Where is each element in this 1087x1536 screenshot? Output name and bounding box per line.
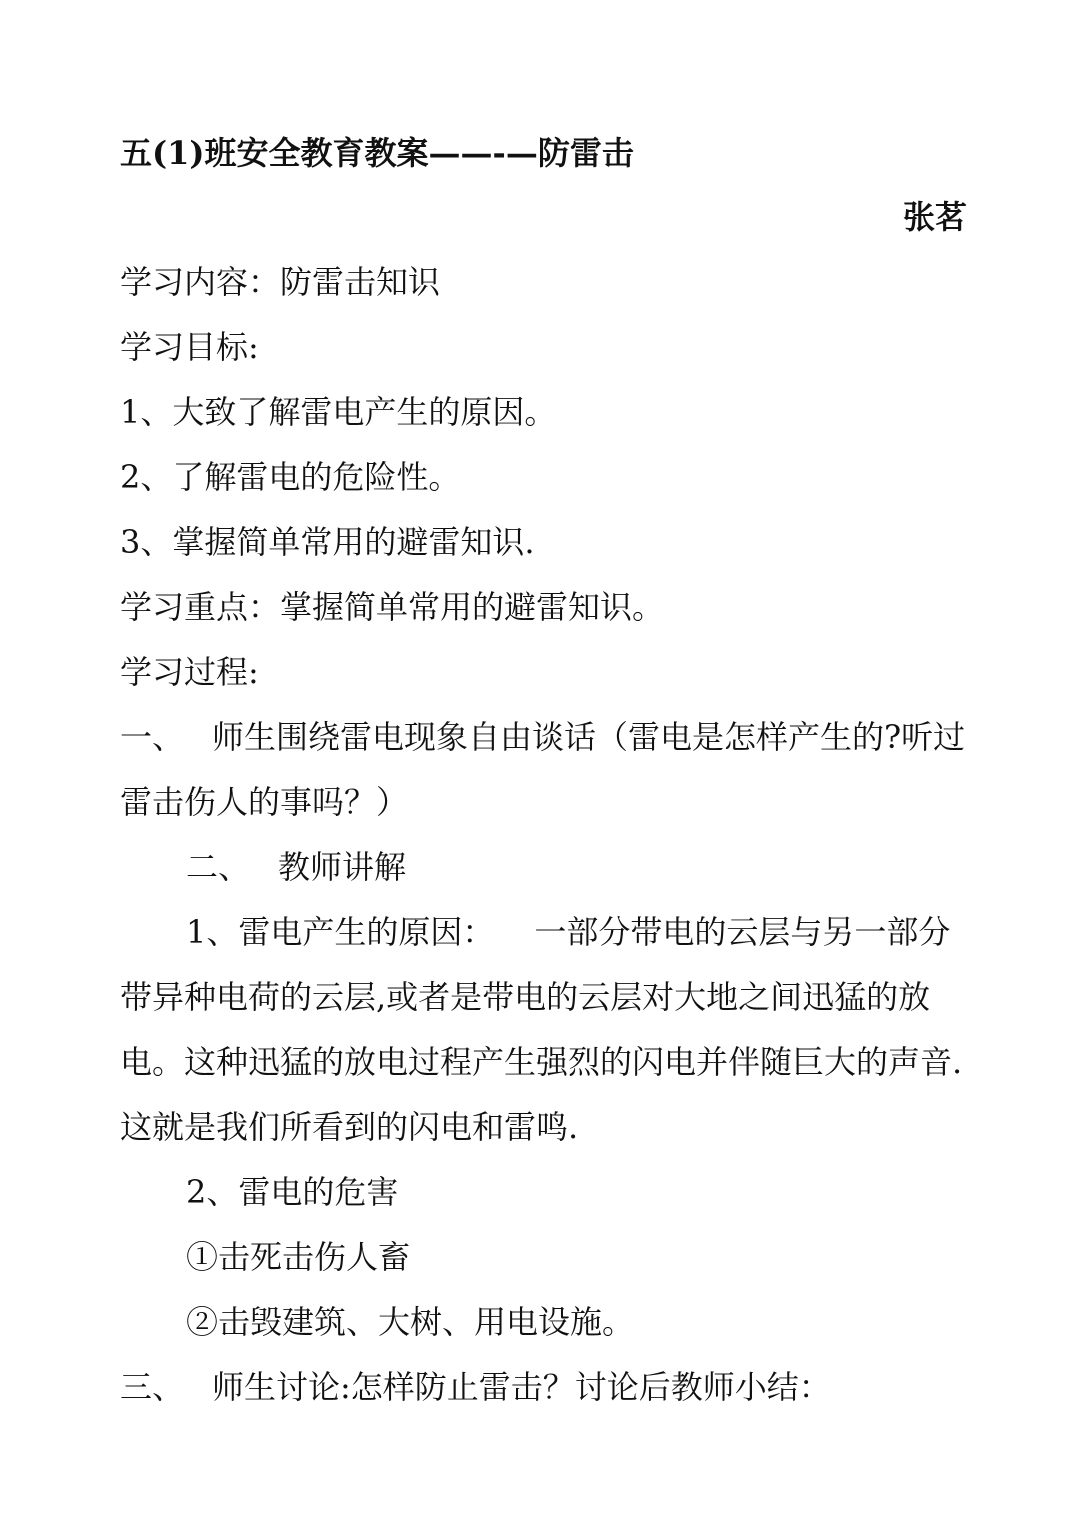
step-three-label: 师生讨论:怎样防止雷击？讨论后教师小结：	[212, 1368, 831, 1406]
goals-heading: 学习目标:	[120, 328, 259, 366]
cause-text-start: 一部分带电的云层与另一部分	[534, 913, 951, 951]
harm-item: ①击死击伤人畜	[186, 1238, 411, 1276]
harm-heading: 2、雷电的危害	[186, 1173, 399, 1211]
cause-text-line: 带异种电荷的云层,或者是带电的云层对大地之间迅猛的放	[120, 978, 931, 1016]
document-title: 五(1)班安全教育教案——-—防雷击	[120, 134, 634, 172]
step-three-line	[120, 1367, 980, 1407]
step-two-label: 教师讲解	[278, 848, 407, 886]
focus-line: 学习重点：掌握简单常用的避雷知识。	[120, 588, 665, 626]
cause-heading: 1、雷电产生的原因：	[186, 913, 495, 951]
step-one-marker: 一、	[120, 718, 185, 756]
step-one-continuation: 雷击伤人的事吗？）	[120, 783, 409, 821]
goal-item: 2、了解雷电的危险性。	[120, 458, 461, 496]
step-three-marker: 三、	[120, 1368, 185, 1406]
cause-text-line: 电。这种迅猛的放电过程产生强烈的闪电并伴随巨大的声音.	[120, 1043, 963, 1081]
cause-first-line	[186, 912, 1046, 952]
step-two-line	[186, 847, 1046, 887]
harm-item: ②击毁建筑、大树、用电设施。	[186, 1303, 635, 1341]
goal-item: 3、掌握简单常用的避雷知识.	[120, 523, 535, 561]
step-one-line	[120, 717, 980, 757]
cause-text-line: 这就是我们所看到的闪电和雷鸣.	[120, 1108, 579, 1146]
author-name: 张茗	[902, 198, 967, 236]
content-line: 学习内容：防雷击知识	[120, 263, 441, 301]
step-two-marker: 二、	[186, 848, 251, 886]
step-one-text: 师生围绕雷电现象自由谈话（雷电是怎样产生的?听过	[212, 718, 966, 756]
goal-item: 1、大致了解雷电产生的原因。	[120, 393, 557, 431]
process-heading: 学习过程:	[120, 653, 259, 691]
